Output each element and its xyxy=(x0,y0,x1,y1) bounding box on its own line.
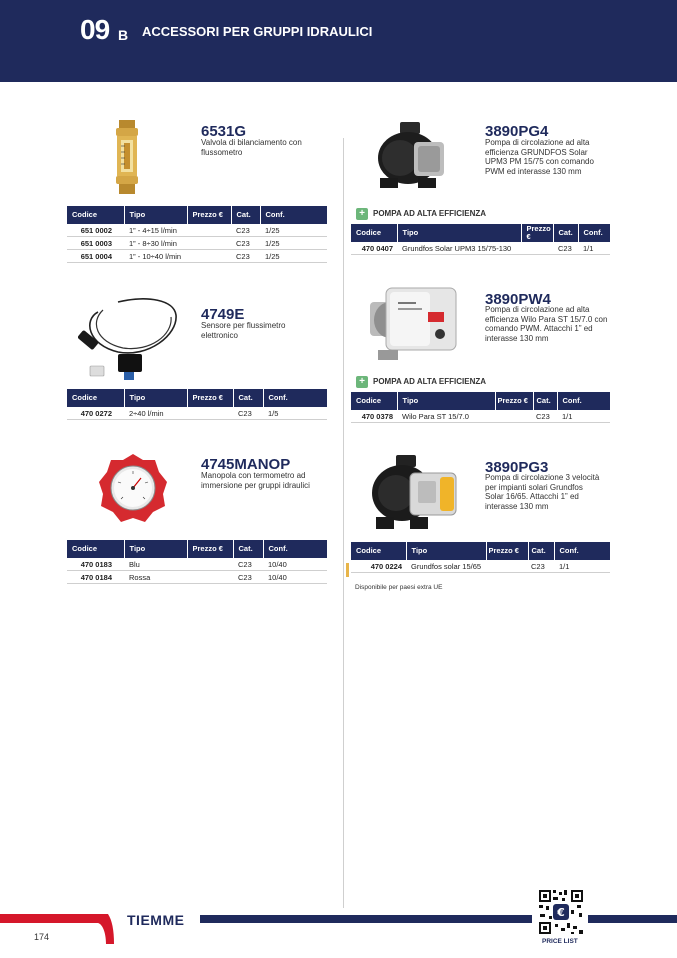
col-tipo: Tipo xyxy=(124,540,187,558)
svg-text:€: € xyxy=(557,906,565,919)
table-row: 470 0183 Blu C23 10/40 xyxy=(67,558,327,571)
col-conf: Conf. xyxy=(554,542,610,560)
col-cat: Cat. xyxy=(553,224,578,242)
chapter-letter: B xyxy=(118,27,129,43)
col-cat: Cat. xyxy=(533,392,557,410)
table-row: 470 0272 2÷40 l/min C23 1/5 xyxy=(67,407,327,420)
table-row: 470 0184 Rossa C23 10/40 xyxy=(67,571,327,584)
col-tipo: Tipo xyxy=(124,206,187,224)
page-header xyxy=(0,0,677,82)
product-table-3890pw4 xyxy=(351,392,610,423)
col-codice: Codice xyxy=(67,540,124,558)
col-conf: Conf. xyxy=(578,224,610,242)
product-code-4745manop: 4745MANOP xyxy=(201,456,291,473)
col-codice: Codice xyxy=(351,392,397,410)
col-codice: Codice xyxy=(67,389,124,407)
product-code-3890pg4: 3890PG4 xyxy=(485,123,549,140)
col-tipo: Tipo xyxy=(124,389,187,407)
pump-wilo-para-image xyxy=(368,282,460,364)
footer-navy-line-right xyxy=(588,915,677,923)
col-prezzo: Prezzo € xyxy=(187,206,231,224)
valve-image xyxy=(105,118,149,196)
product-description-4745manop: Manopola con termometro ad immersione per gruppi idraulici xyxy=(201,471,310,490)
chapter-title: ACCESSORI PER GRUPPI IDRAULICI xyxy=(142,24,373,39)
col-tipo: Tipo xyxy=(397,392,495,410)
col-conf: Conf. xyxy=(557,392,610,410)
product-description-3890pg3: Pompa di circolazione 3 velocità per impianti solari Grundfos Solar 16/65. Attacchi 1” ed interasse 130 mm xyxy=(485,473,600,511)
col-conf: Conf. xyxy=(263,540,327,558)
table-row: 470 0224 Grundfos solar 15/65 C23 1/1 xyxy=(351,560,610,573)
product-table-4749e xyxy=(67,389,327,420)
col-conf: Conf. xyxy=(263,389,327,407)
pump-grundfos-solar-image xyxy=(370,453,462,535)
col-prezzo: Prezzo € xyxy=(521,224,553,242)
col-conf: Conf. xyxy=(260,206,327,224)
product-description-4749e: Sensore per flussimetro elettronico xyxy=(201,321,286,340)
table-row: 651 0002 1” - 4÷15 l/min C23 1/25 xyxy=(67,224,327,237)
price-list-label: PRICE LIST xyxy=(542,938,578,945)
col-codice: Codice xyxy=(351,542,406,560)
col-codice: Codice xyxy=(351,224,397,242)
footer-red-band xyxy=(0,914,108,923)
column-divider xyxy=(343,138,344,908)
footer-navy-line xyxy=(200,915,532,923)
col-prezzo: Prezzo € xyxy=(187,540,233,558)
plus-icon: + xyxy=(356,376,368,388)
table-row: 651 0004 1” - 10÷40 l/min C23 1/25 xyxy=(67,250,327,263)
brand-logo: TIEMME xyxy=(127,912,185,928)
col-prezzo: Prezzo € xyxy=(486,542,528,560)
col-prezzo: Prezzo € xyxy=(187,389,233,407)
flow-sensor-image xyxy=(78,290,188,385)
product-table-3890pg4 xyxy=(351,224,610,255)
product-description-3890pw4: Pompa di circolazione ad alta efficienza Wilo Para ST 15/7.0 con comando PWM. Attacchi 1” ed interasse 130 mm xyxy=(485,305,608,343)
col-codice: Codice xyxy=(67,206,124,224)
col-cat: Cat. xyxy=(528,542,554,560)
col-cat: Cat. xyxy=(233,540,263,558)
product-table-4745manop xyxy=(67,540,327,584)
product-description-3890pg4: Pompa di circolazione ad alta efficienza GRUNDFOS Solar UPM3 PM 15/75 con comando PWM ed interasse 130 mm xyxy=(485,138,594,176)
col-cat: Cat. xyxy=(233,389,263,407)
page-number: 174 xyxy=(34,932,50,942)
table-row: 470 0407 Grundfos Solar UPM3 15/75-130 C23 1/1 xyxy=(351,242,610,255)
product-code-3890pw4: 3890PW4 xyxy=(485,291,551,308)
table-row: 651 0003 1” - 8÷30 l/min C23 1/25 xyxy=(67,237,327,250)
col-tipo: Tipo xyxy=(406,542,486,560)
pump-grundfos-upm3-image xyxy=(370,120,452,192)
product-description-6531g: Valvola di bilanciamento con flussometro xyxy=(201,138,302,157)
table-row: 470 0378 Wilo Para ST 15/7.0 C23 1/1 xyxy=(351,410,610,423)
product-table-6531g xyxy=(67,206,327,263)
product-code-3890pg3: 3890PG3 xyxy=(485,459,549,476)
col-cat: Cat. xyxy=(231,206,260,224)
col-tipo: Tipo xyxy=(397,224,521,242)
col-prezzo: Prezzo € xyxy=(495,392,533,410)
plus-icon: + xyxy=(356,208,368,220)
chapter-number: 09 xyxy=(80,14,110,45)
product-code-4749e: 4749E xyxy=(201,306,245,323)
product-code-6531g: 6531G xyxy=(201,123,247,140)
thermometer-knob-image xyxy=(97,452,169,524)
footer-red-curve xyxy=(96,914,116,944)
note-marker xyxy=(346,563,349,577)
availability-note: Disponibile per paesi extra UE xyxy=(355,584,443,591)
efficiency-badge-3890pg4: + POMPA AD ALTA EFFICIENZA xyxy=(356,207,486,220)
product-table-3890pg3 xyxy=(351,542,610,573)
qr-code-icon[interactable] xyxy=(537,888,585,936)
efficiency-badge-3890pw4: + POMPA AD ALTA EFFICIENZA xyxy=(356,375,486,388)
